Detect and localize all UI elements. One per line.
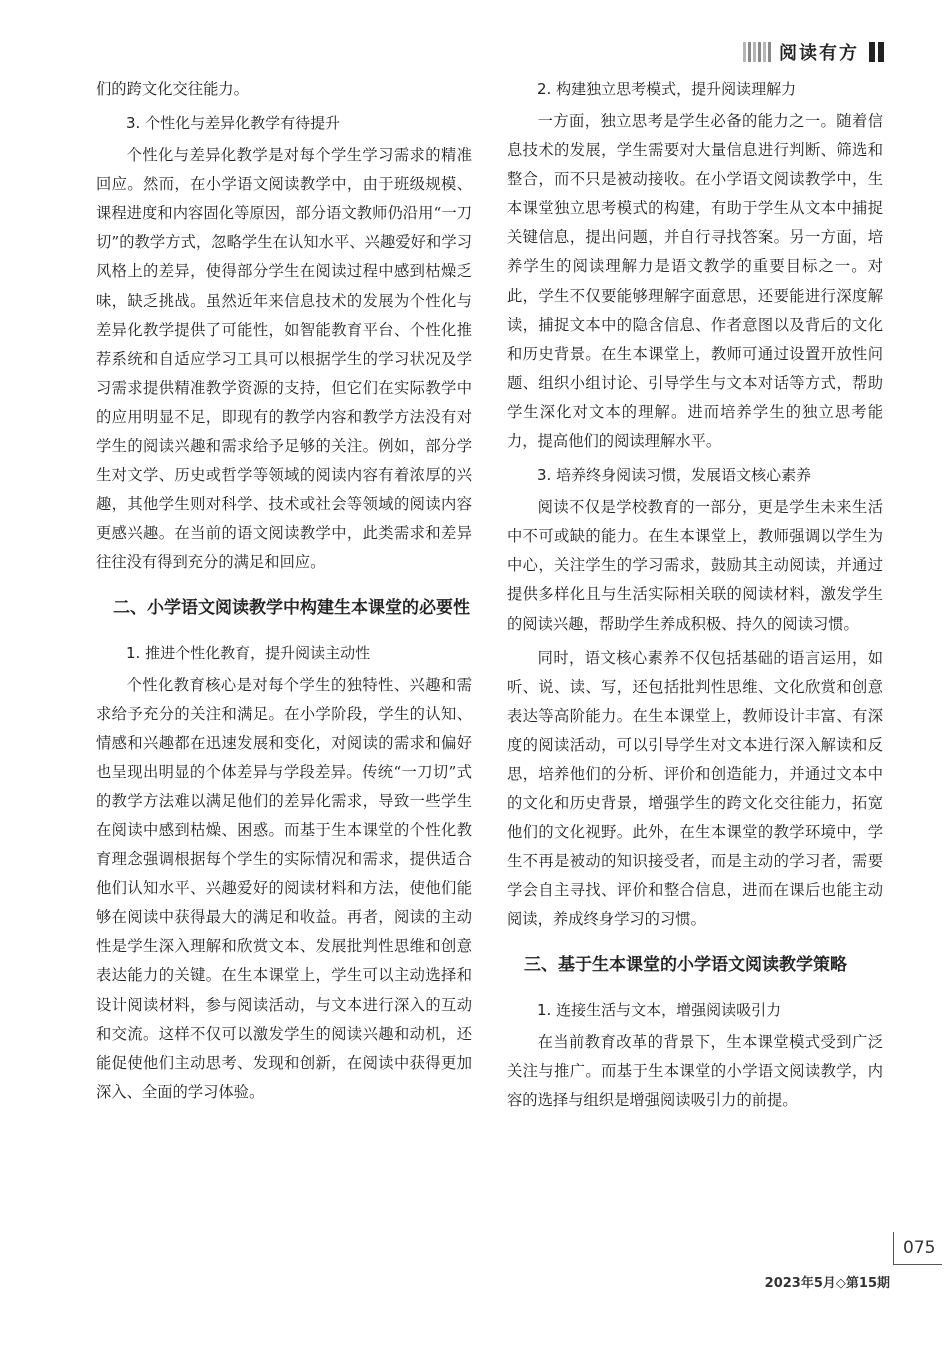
page-number: 075: [903, 1238, 936, 1258]
left-column: [96, 75, 472, 1107]
subsection-heading-2-2: 2. 构建独立思考模式，提升阅读理解力: [537, 80, 797, 98]
header-section-name: 阅读有方: [779, 43, 859, 64]
section-heading-2: 二、小学语文阅读教学中构建生本课堂的必要性: [113, 597, 470, 618]
paragraph-continued: 们的跨文化交往能力。: [96, 80, 249, 98]
paragraph: 个性化教育核心是对每个学生的独特性、兴趣和需求给予充分的关注和满足。在小学阶段，学生的认知、情感和兴趣都在迅速发展和变化，对阅读的需求和偏好也呈现出明显的个体差异与学段差异。传统“一刀切”式的教学方法难以满足他们的差异化需求，导致一些学生在阅读中感到枯燥、困惑。而基于生本课堂的个性化教育理念强调根据每个学生的实际情况和需求，提供适合他们认知水平、兴趣爱好的阅读材料和方法，使他们能够在阅读中获得最大的满足和收益。再者，阅读的主动性是学生深入理解和欣赏文本、发展批判性思维和创意表达能力的关键。在生本课堂上，学生可以主动选择和设计阅读材料，参与阅读活动，与文本进行深入的互动和交流。这样不仅可以激发学生的阅读兴趣和动机，还能促使他们主动思考、发现和创新，在阅读中获得更加深入、全面的学习体验。: [96, 675, 472, 1101]
paragraph: 同时，语文核心素养不仅包括基础的语言运用，如听、说、读、写，还包括批判性思维、文化欣赏和创意表达等高阶能力。在生本课堂上，教师设计丰富、有深度的阅读活动，可以引导学生对文本进行深入解读和反思，培养他们的分析、评价和创造能力，并通过文本中的文化和历史背景，增强学生的跨文化交往能力，拓宽他们的文化视野。此外，在生本课堂的教学环境中，学生不再是被动的知识接受者，而是主动的学习者，需要学会自主寻找、评价和整合信息，进而在课后也能主动阅读，养成终身学习的习惯。: [507, 648, 883, 929]
issue-label: 2023年5月◇第15期: [764, 1276, 890, 1291]
paragraph: 个性化与差异化教学是对每个学生学习需求的精准回应。然而，在小学语文阅读教学中，由于班级规模、课程进度和内容固化等原因，部分语文教师仍沿用“一刀切”的教学方式，忽略学生在认知水平、兴趣爱好和学习风格上的差异，使得部分学生在阅读过程中感到枯燥乏味，缺乏挑战。虽然近年来信息技术的发展为个性化与差异化教学提供了可能性，如智能教育平台、个性化推荐系统和自适应学习工具可以根据学生的学习状况及学习需求提供精准教学资源的支持，但它们在实际教学中的应用明显不足，即现有的教学内容和教学方法没有对学生的阅读兴趣和需求给予足够的关注。例如，部分学生对文学、历史或哲学等领域的阅读内容有着浓厚的兴趣，其他学生则对科学、技术或社会等领域的阅读内容更感兴趣。在当前的语文阅读教学中，此类需求和差异往往没有得到充分的满足和回应。: [96, 146, 472, 572]
section-heading-3: 三、基于生本课堂的小学语文阅读教学策略: [524, 954, 847, 975]
subsection-heading-3: 3. 个性化与差异化教学有待提升: [126, 114, 341, 133]
subsection-heading-2-1: 1. 推进个性化教育，提升阅读主动性: [126, 643, 371, 662]
running-header: [743, 38, 884, 66]
subsection-heading-3-1: 1. 连接生活与文本，增强阅读吸引力: [537, 1000, 782, 1019]
paragraph: 阅读不仅是学校教育的一部分，更是学生未来生活中不可或缺的能力。在生本课堂上，教师强调以学生为中心，关注学生的学习需求，鼓励其主动阅读，并通过提供多样化且与生活实际相关联的阅读材料，激发学生的阅读兴趣，帮助学生养成积极、持久的阅读习惯。: [507, 498, 883, 633]
subsection-heading-2-3: 3. 培养终身阅读习惯，发展语文核心素养: [537, 466, 812, 485]
right-column: [507, 75, 883, 1115]
header-decor-bars: [743, 42, 771, 62]
paragraph: 在当前教育改革的背景下，生本课堂模式受到广泛关注与推广。而基于生本课堂的小学语文阅读教学，内容的选择与组织是增强阅读吸引力的前提。: [507, 1032, 883, 1109]
header-end-bars: [869, 42, 884, 62]
paragraph: 一方面，独立思考是学生必备的能力之一。随着信息技术的发展，学生需要对大量信息进行判断、筛选和整合，而不只是被动接收。在小学语文阅读教学中，生本课堂独立思考模式的构建，有助于学生从文本中捕捉关键信息，提出问题，并自行寻找答案。另一方面，培养学生的阅读理解力是语文教学的重要目标之一。对此，学生不仅要能够理解字面意思，还要能进行深度解读，捕捉文本中的隐含信息、作者意图以及背后的文化和历史背景。在生本课堂上，教师可通过设置开放性问题、组织小组讨论、引导学生与文本对话等方式，帮助学生深化对文本的理解。进而培养学生的独立思考能力，提高他们的阅读理解水平。: [507, 112, 883, 451]
